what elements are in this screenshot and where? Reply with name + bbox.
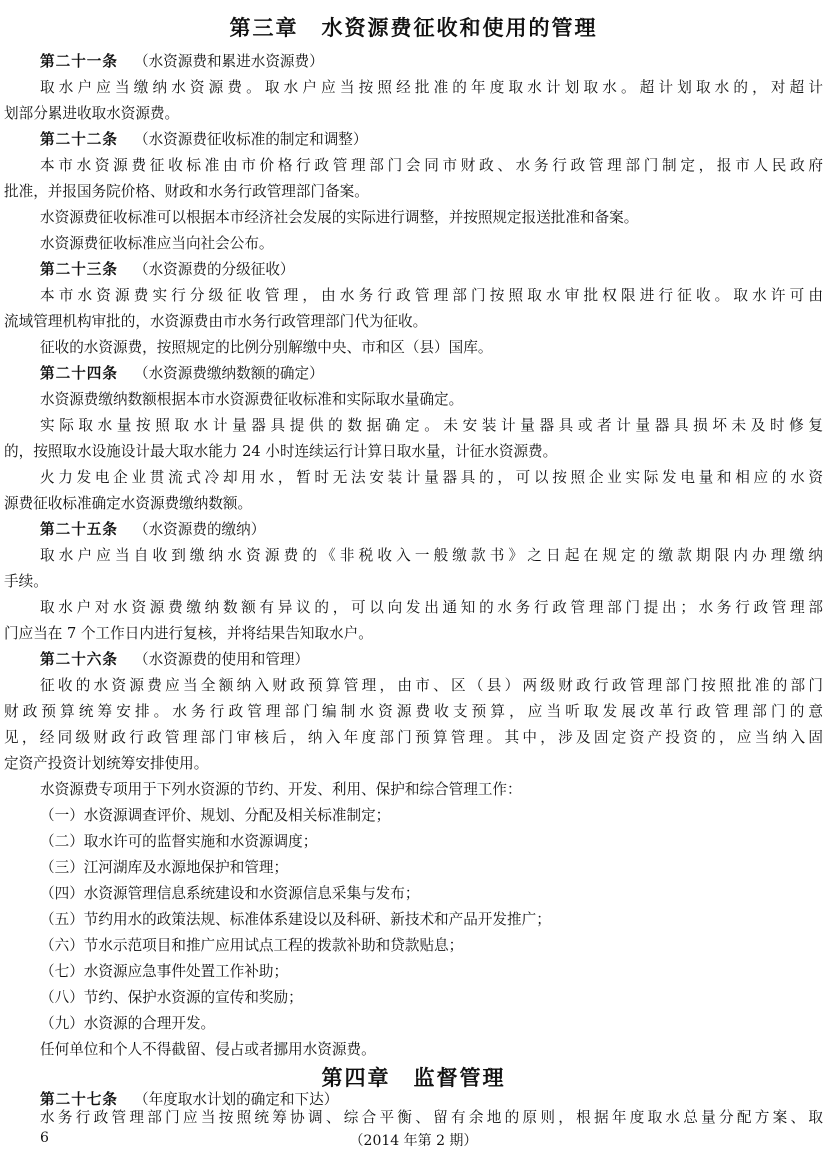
paragraph-line: 本市水资源费实行分级征收管理，由水务行政管理部门按照取水审批权限进行征收。取水许可由 bbox=[40, 287, 823, 304]
paragraph-line: 火力发电企业贯流式冷却用水，暂时无法安装计量器具的，可以按照企业实际发电量和相应的水资 bbox=[40, 469, 823, 486]
paragraph-line: 定资产投资计划统筹安排使用。 bbox=[4, 755, 209, 772]
article-number: 第二十七条 bbox=[40, 1091, 118, 1108]
article-21-heading bbox=[40, 52, 823, 72]
paragraph-line: 征收的水资源费，按照规定的比例分别解缴中央、市和区（县）国库。 bbox=[40, 339, 493, 356]
article-title: （水资源费和累进水资源费） bbox=[133, 53, 324, 70]
article-title: （水资源费的分级征收） bbox=[133, 261, 295, 278]
list-item: （八）节约、保护水资源的宣传和奖励； bbox=[40, 989, 303, 1006]
article-number: 第二十二条 bbox=[40, 131, 118, 148]
list-item: （七）水资源应急事件处置工作补助； bbox=[40, 963, 289, 980]
paragraph-line: 门应当在 7 个工作日内进行复核，并将结果告知取水户。 bbox=[4, 625, 373, 642]
article-23-heading bbox=[40, 260, 823, 280]
paragraph-line: 批准，并报国务院价格、财政和水务行政管理部门备案。 bbox=[4, 183, 369, 200]
article-title: （水资源费缴纳数额的确定） bbox=[133, 365, 324, 382]
chapter-4-title: 第四章 监督管理 bbox=[321, 1066, 506, 1090]
issue-label: （2014 年第 2 期） bbox=[349, 1133, 478, 1149]
article-25-heading bbox=[40, 520, 823, 540]
paragraph-line: 手续。 bbox=[4, 573, 48, 590]
paragraph-line: 源费征收标准确定水资源费缴纳数额。 bbox=[4, 495, 253, 512]
paragraph-line: 的，按照取水设施设计最大取水能力 24 小时连续运行计算日取水量，计征水资源费。 bbox=[4, 443, 558, 460]
article-title: （水资源费征收标准的制定和调整） bbox=[133, 131, 368, 148]
article-number: 第二十一条 bbox=[40, 53, 118, 70]
list-item: （三）江河湖库及水源地保护和管理； bbox=[40, 859, 289, 876]
list-item: （六）节水示范项目和推广应用试点工程的拨款补助和贷款贴息； bbox=[40, 937, 464, 954]
paragraph-line: 见，经同级财政行政管理部门审核后，纳入年度部门预算管理。其中，涉及固定资产投资的，应当纳入固 bbox=[4, 729, 823, 746]
list-item: （九）水资源的合理开发。 bbox=[40, 1015, 216, 1032]
paragraph-line: 取水户对水资源费缴纳数额有异议的，可以向发出通知的水务行政管理部门提出；水务行政管理部 bbox=[40, 599, 823, 616]
paragraph-line: 水资源费专项用于下列水资源的节约、开发、利用、保护和综合管理工作： bbox=[40, 781, 522, 798]
article-24-heading bbox=[40, 364, 823, 384]
list-item: （四）水资源管理信息系统建设和水资源信息采集与发布； bbox=[40, 885, 420, 902]
list-item: （二）取水许可的监督实施和水资源调度； bbox=[40, 833, 318, 850]
paragraph-line: 财政预算统筹安排。水务行政管理部门编制水资源费收支预算，应当听取发展改革行政管理部门的意 bbox=[4, 703, 823, 720]
paragraph-line: 水资源费缴纳数额根据本市水资源费征收标准和实际取水量确定。 bbox=[40, 391, 464, 408]
paragraph-line: 征收的水资源费应当全额纳入财政预算管理，由市、区（县）两级财政行政管理部门按照批准的部门 bbox=[40, 677, 823, 694]
chapter-3-title: 第三章 水资源费征收和使用的管理 bbox=[229, 16, 598, 40]
article-26-heading bbox=[40, 650, 823, 670]
article-number: 第二十五条 bbox=[40, 521, 118, 538]
paragraph-line: 水务行政管理部门应当按照统筹协调、综合平衡、留有余地的原则，根据年度取水总量分配方案、取 bbox=[40, 1109, 823, 1126]
page-number: 6 bbox=[40, 1130, 49, 1146]
article-title: （水资源费的使用和管理） bbox=[133, 651, 310, 668]
article-27-heading bbox=[40, 1090, 823, 1110]
paragraph-line: 实际取水量按照取水计量器具提供的数据确定。未安装计量器具或者计量器具损坏未及时修复 bbox=[40, 417, 823, 434]
article-title: （年度取水计划的确定和下达） bbox=[133, 1091, 339, 1108]
paragraph-line: 取水户应当自收到缴纳水资源费的《非税收入一般缴款书》之日起在规定的缴款期限内办理缴纳 bbox=[40, 547, 823, 564]
paragraph-line: 取水户应当缴纳水资源费。取水户应当按照经批准的年度取水计划取水。超计划取水的，对超计 bbox=[40, 79, 823, 96]
paragraph-line: 划部分累进收取水资源费。 bbox=[4, 105, 180, 122]
paragraph-line: 水资源费征收标准应当向社会公布。 bbox=[40, 235, 274, 252]
list-item: （五）节约用水的政策法规、标准体系建设以及科研、新技术和产品开发推广； bbox=[40, 911, 551, 928]
article-number: 第二十四条 bbox=[40, 365, 118, 382]
article-number: 第二十三条 bbox=[40, 261, 118, 278]
article-title: （水资源费的缴纳） bbox=[133, 521, 266, 538]
paragraph-line: 本市水资源费征收标准由市价格行政管理部门会同市财政、水务行政管理部门制定，报市人民政府 bbox=[40, 157, 823, 174]
paragraph-line: 任何单位和个人不得截留、侵占或者挪用水资源费。 bbox=[40, 1041, 376, 1058]
article-22-heading bbox=[40, 130, 823, 150]
list-item: （一）水资源调查评价、规划、分配及相关标准制定； bbox=[40, 807, 391, 824]
article-number: 第二十六条 bbox=[40, 651, 118, 668]
paragraph-line: 流域管理机构审批的，水资源费由市水务行政管理部门代为征收。 bbox=[4, 313, 428, 330]
paragraph-line: 水资源费征收标准可以根据本市经济社会发展的实际进行调整，并按照规定报送批准和备案。 bbox=[40, 209, 639, 226]
